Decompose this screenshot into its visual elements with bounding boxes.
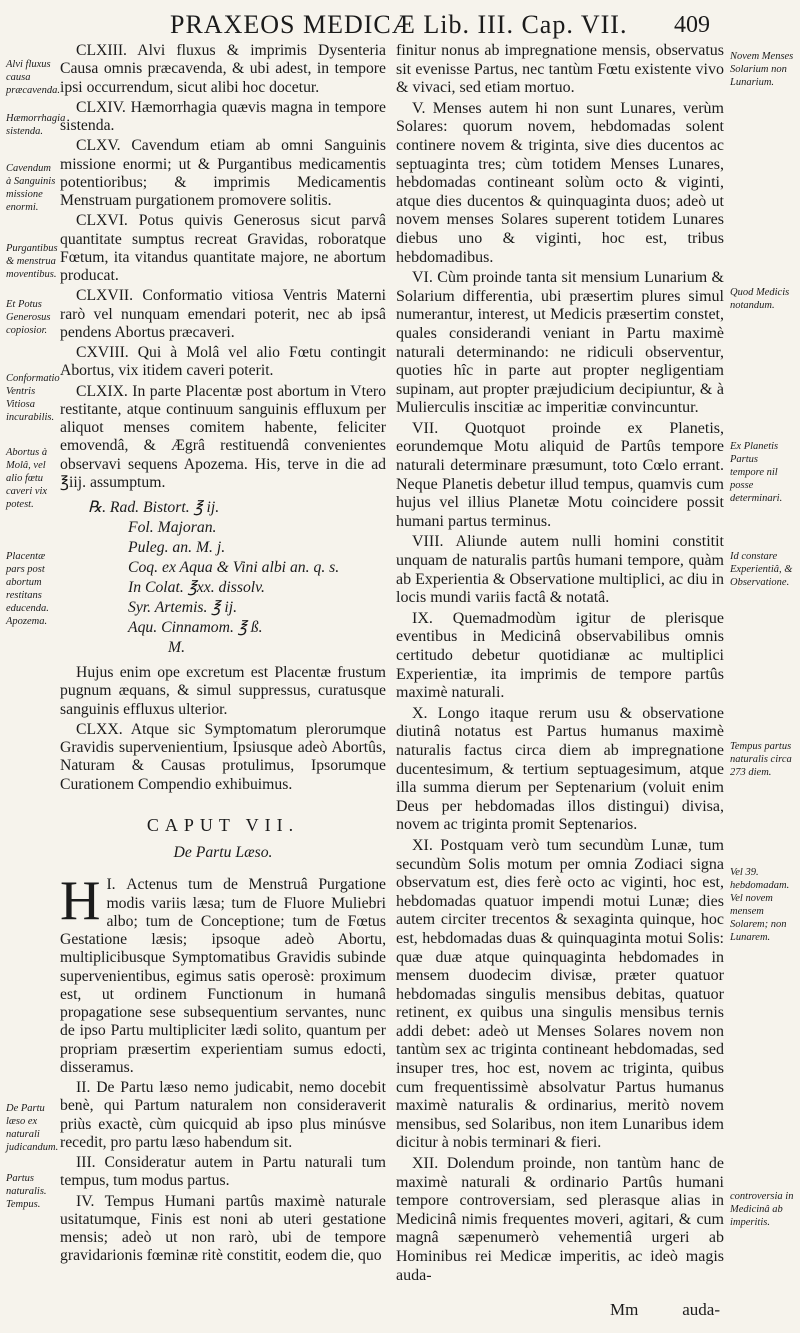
margin-note-left: Conformatio Ventris Vitiosa incurabilis. xyxy=(6,373,60,423)
paragraph: VI. Cùm proinde tanta sit mensium Lunarium & Solarium differentia, ubi præsertim plures simul numerantur, interest, ut Medicis præsertim constet, quales considerandi veniant in Partu maximè naturali determinando: ne ridiculi observentur, quoties hîc in parte aut propter negligentiam supinam, aut propter præjudicium decipiuntur, & à Mulierculis inscitiæ ac imperitiæ convincuntur. xyxy=(396,269,724,417)
paragraph: III. Consideratur autem in Partu naturali tum tempus, tum modus partus. xyxy=(60,1154,386,1190)
paragraph: II. De Partu læso nemo judicabit, nemo docebit benè, qui Partum naturalem non consideraverit priùs exactè, cùm quicquid ab ipso plus minúsve recedit, pro partu læso habendum sit. xyxy=(60,1079,386,1151)
paragraph: CLXVI. Potus quivis Generosus sicut parvâ quantitate sumptus recreat Gravidas, roboratque Fœtum, ita vitandus quantitate majore, ne abortum producat. xyxy=(60,212,386,284)
paragraph-number: I. xyxy=(106,876,116,894)
chapter-subtitle: De Partu Læso. xyxy=(173,844,273,861)
margin-note-right: Tempus partus naturalis circa 273 diem. xyxy=(730,741,792,778)
margin-note-right: Ex Planetis Partus tempore nil posse determinari. xyxy=(730,441,783,504)
margin-note-left: De Partu læso ex naturali judicandum. xyxy=(6,1103,59,1153)
margin-note-left: Hæmorrhagia sistenda. xyxy=(6,113,66,137)
recipe-line: M. xyxy=(168,639,185,656)
paragraph: CLXVII. Conformatio vitiosa Ventris Materni rarò vel nunquam emendari poterit, nec ab ipsâ pendens Abortus præcaveri. xyxy=(60,287,386,341)
paragraph: XII. Dolendum proinde, non tantùm hanc de maximè naturali & ordinario Partûs humani tempore controversiam, sed plerasque alias in Medicinâ nimis frequentes moveri, agitari, & cum magnâ sæpenumerò vehementiâ urgeri ab Hominibus rei Medicæ imperitis, ac ideò magis auda- xyxy=(396,1155,724,1284)
paragraph: VIII. Aliunde autem nulli homini constitit unquam de naturalis partûs humani tempore, quàm ab Experientia & Observatione multiplici, ac diu in locis mundi variis factâ & notatâ. xyxy=(396,533,724,607)
margin-note-right: Quod Medicis notandum. xyxy=(730,287,790,311)
paragraph: X. Longo itaque rerum usu & observatione diutinâ notatus est Partus humanus maximè naturalis factus circa diem ab impregnatione ducentesimum, & tertium septuagesimum, atque illa summa dierum per Septenarium (voluit enim Deus per hebdomadas illos distingui) divisa, novem ac triginta promit Septenarios. xyxy=(396,704,724,834)
margin-note-right: Vel 39. hebdomadam. Vel novem mensem Solarem; non Lunarem. xyxy=(730,867,790,943)
recipe-line: ℞. Rad. Bistort. ℥ ij. xyxy=(88,499,220,516)
recipe-line: Aqu. Cinnamom. ℥ ß. xyxy=(128,619,263,636)
left-column xyxy=(60,42,386,1268)
margin-note-left: Abortus à Molâ, vel alio fœtu caveri vix potest. xyxy=(6,447,48,510)
running-header xyxy=(150,8,710,42)
paragraph-text: Actenus tum de Menstruâ Purgatione modis variis læsa; tum de Fluore Muliebri albo; tum de Conceptione; tum de Fœtus Gestatione læsis; ipsoque adeò Abortu, multiplicibusque Symptomatibus Gravidis subinde supervenientibus, egimus satis operosè: proximum est, ut ordinem Functionum in humanâ propagatione sese subsequentium servantes, nunc de ipso Partu multipliciter lædi solito, quantum per propriam præsertim experientiam sumus edocti, disseramus. xyxy=(60,876,386,1076)
page-footer xyxy=(610,1300,720,1320)
paragraph: IV. Tempus Humani partûs maximè naturale usitatumque, Finis est noni ab uteri gestatione mensis; adeò ut non rarò, ubi de tempore gravidarionis fœminæ ritè constitit, eodem die, quo xyxy=(60,1192,386,1265)
margin-note-left: Alvi fluxus causa præcavenda. xyxy=(6,59,60,96)
recipe-line: Syr. Artemis. ℥ ij. xyxy=(128,599,237,616)
paragraph: Hujus enim ope excretum est Placentæ frustum pugnum æquans, & simul suppressus, curatusque sanguinis effluxus ulterior. xyxy=(60,664,386,718)
paragraph: XI. Postquam verò tum secundùm Lunæ, tum secundùm Solis motum per omnia Zodiaci signa observatum est, dies ferè octo ac viginti, hoc est, hebdomadas quatuor impendi motui Lunæ; dies autem circiter trecentos & sexaginta quinque, hoc est, hebdomadas duas & quinquaginta motui Solis: quæ duæ atque quinquaginta hebdomades in mensem duodecim divisæ, præter quatuor hebdomadas singulis mensibus debitas, quatuor retinent, ex quibus una singulis mensibus ternis addi debet: adeò ut Menses Solares novem non tantùm sex ac triginta contineant hebdomadas, sed insuper tres, hoc est, novem ac triginta, quibus cum frequentissimè absolvatur Partus humanus maximè naturalis & ordinarius, meritò novem mensibus, sed Solaribus, non item Lunaribus idem dicitur à nobis terminari & fieri. xyxy=(396,836,724,1152)
paragraph: VII. Quotquot proinde ex Planetis, eorundemque Motu aliquid de Partûs tempore naturali determinare præsumunt, toto Cœlo errant. Neque Planetis debetur illud tempus, quamvis cum hujus vel illius Planetæ Motu coincidere possit humani partus terminus. xyxy=(396,419,724,530)
margin-note-right: Novem Menses Solarium non Lunarium. xyxy=(730,51,794,88)
paragraph: finitur nonus ab impregnatione mensis, observatus sit evenisse Partus, nec tantùm Fœtu existente vivo & vivaci, sed etiam mortuo. xyxy=(396,42,724,97)
paragraph-first xyxy=(60,870,386,1077)
margin-note-left: Purgantibus & menstrua moventibus. xyxy=(6,243,58,280)
recipe xyxy=(88,498,386,658)
catchword: auda- xyxy=(682,1300,720,1319)
right-column xyxy=(396,42,724,1287)
recipe-line: Puleg. an. M. j. xyxy=(128,539,226,556)
paragraph: IX. Quemadmodùm igitur de plerisque eventibus in Medicinâ observabilibus omnis certitudo debetur quotidianæ ac multiplici Experientiæ, ita imprimis de tempore partûs maximè naturali. xyxy=(396,609,724,702)
paragraph: CLXX. Atque sic Symptomatum plerorumque Gravidis supervenientium, Ipsiusque adeò Abortûs, Naturam & Causas protulimus, Ipsorumque Curationem Compendio exhibuimus. xyxy=(60,720,386,793)
margin-note-left: Partus naturalis. Tempus. xyxy=(6,1173,47,1210)
chapter-heading: CAPUT VII. xyxy=(146,814,300,835)
paragraph: V. Menses autem hi non sunt Lunares, verùm Solares: quorum novem, hebdomadas solent continere novem & triginta, sive dies ducentos ac septuaginta tres; cùm totidem Menses Lunares, hebdomadas contineant solùm octo & viginti, atque dies ducentos & quinquaginta duos; adeò ut novem menses Solares superent totidem Lunares diebus uno & viginti, hoc est, tribus hebdomadibus. xyxy=(396,99,724,266)
paragraph: CLXIV. Hæmorrhagia quævis magna in tempore sistenda. xyxy=(60,98,386,134)
page-number: 409 xyxy=(674,12,710,38)
running-title: PRAXEOS MEDICÆ Lib. III. Cap. VII. xyxy=(170,10,628,39)
margin-note-left: Et Potus Generosus copiosior. xyxy=(6,299,51,336)
paragraph: CLXIII. Alvi fluxus & imprimis Dysenteria Causa omnis præcavenda, & ubi adest, in tempore ipsi occurrendum, sicut alibi hoc docetur. xyxy=(60,42,386,96)
recipe-line: Fol. Majoran. xyxy=(128,519,217,536)
margin-note-right: Id constare Experientiâ, & Observatione. xyxy=(730,551,793,588)
paragraph: CLXV. Cavendum etiam ab omni Sanguinis missione enormi; ut & Purgantibus medicamentis potentioribus; & imprimis Medicamentis Menstruam purgationem promovere solitis. xyxy=(60,137,386,209)
margin-note-left: Placentæ pars post abortum restitans educenda. Apozema. xyxy=(6,551,49,627)
paragraph: CLXIX. In parte Placentæ post abortum in Vtero restitante, atque continuum sanguinis effluxum per aliquot menses comitem habente, feliciter emovendâ, & Ægrâ restituendâ convenientes observavi sequens Apozema. His, terve in die ad ℥iij. assumptum. xyxy=(60,382,386,491)
signature-mark: Mm xyxy=(610,1300,639,1319)
paragraph: CXVIII. Qui à Molâ vel alio Fœtu contingit Abortus, vix itidem caveri poterit. xyxy=(60,344,386,380)
drop-capital: H xyxy=(60,870,101,933)
recipe-line: Coq. ex Aqua & Vini albi an. q. s. xyxy=(128,559,340,576)
recipe-line: In Colat. ℥xx. dissolv. xyxy=(128,579,265,596)
margin-note-right: controversia in Medicinâ ab imperitis. xyxy=(730,1191,794,1228)
margin-note-left: Cavendum à Sanguinis missione enormi. xyxy=(6,163,56,213)
